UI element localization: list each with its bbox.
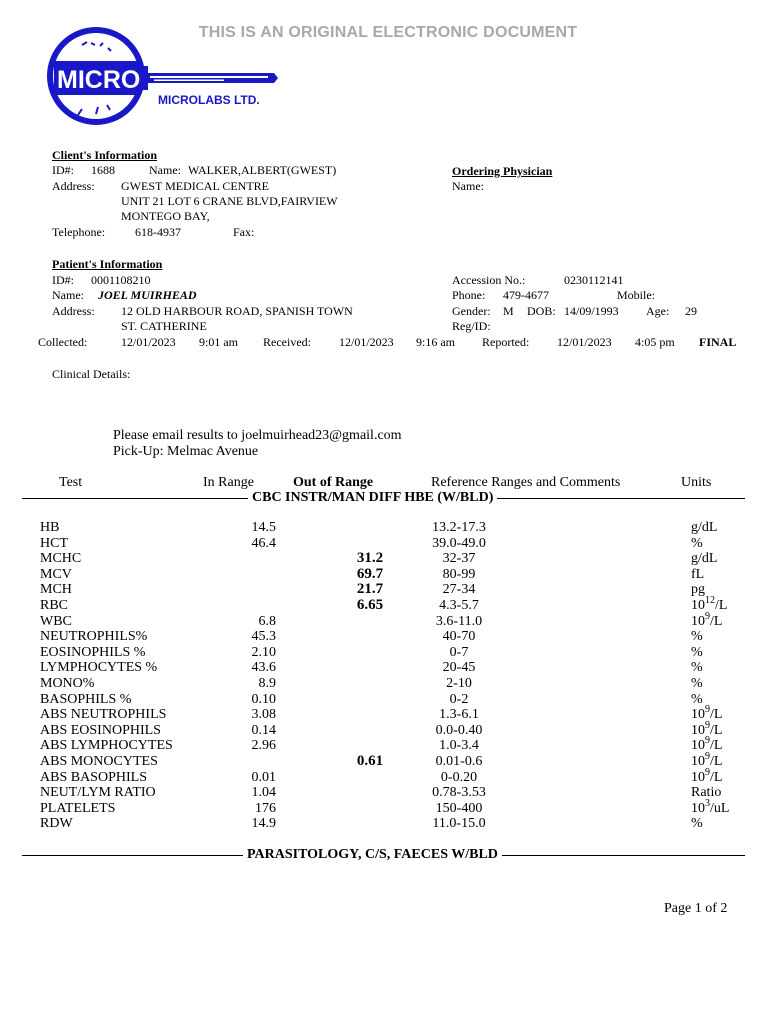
in-range-value: 8.9	[258, 676, 276, 691]
unit-suffix: /L	[710, 738, 723, 754]
collected-label: Collected:	[38, 335, 88, 349]
in-range-value: 2.96	[251, 738, 276, 754]
reference-range: 39.0-49.0	[432, 535, 486, 551]
received-time: 9:16 am	[416, 335, 455, 349]
column-header-out-of-range: Out of Range	[293, 475, 374, 490]
received-label: Received:	[263, 335, 311, 349]
unit-base: pg	[691, 582, 705, 598]
logo-company: MICROLABS LTD.	[158, 93, 260, 107]
patient-age: 29	[685, 304, 697, 318]
unit-suffix: /L	[715, 598, 728, 613]
unit-base: Ratio	[691, 785, 722, 801]
unit-exponent: 9	[705, 766, 710, 778]
column-header-units: Units	[681, 475, 712, 490]
result-row	[0, 551, 768, 567]
patient-age-label: Age:	[646, 304, 670, 318]
in-range-value: 45.3	[251, 629, 276, 645]
patient-gender: M	[503, 304, 514, 318]
in-range-value: 2.10	[251, 644, 276, 660]
result-row	[0, 766, 768, 786]
reference-range: 80-99	[442, 566, 476, 582]
result-row	[0, 719, 768, 739]
reported-date: 12/01/2023	[557, 335, 612, 349]
unit-base: %	[691, 629, 703, 645]
in-range-value: 6.8	[258, 613, 276, 629]
unit-base: %	[691, 535, 703, 551]
unit-exponent: 9	[705, 735, 710, 747]
out-of-range-value: 6.65	[356, 597, 384, 613]
test-name: ABS LYMPHOCYTES	[40, 738, 173, 754]
result-row	[0, 785, 768, 801]
test-name: LYMPHOCYTES %	[40, 660, 158, 676]
report-status: FINAL	[699, 335, 737, 349]
result-row	[0, 582, 768, 598]
unit-base: 10	[691, 722, 705, 738]
unit	[691, 567, 704, 583]
physician-heading: Ordering Physician	[452, 164, 553, 178]
patient-phone: 479-4677	[503, 288, 549, 302]
unit-exponent: 12	[705, 595, 715, 606]
patient-name: JOEL MUIRHEAD	[98, 288, 197, 302]
reference-range: 0.01-0.6	[435, 754, 483, 769]
reported-time: 4:05 pm	[635, 335, 675, 349]
test-name: HCT	[40, 535, 68, 551]
reference-range: 1.3-6.1	[439, 707, 479, 723]
out-of-range-value: 31.2	[356, 550, 384, 567]
column-header-reference: Reference Ranges and Comments	[431, 475, 621, 490]
unit	[691, 536, 703, 552]
physician-name-label: Name:	[452, 179, 484, 193]
unit-base: 10	[691, 738, 705, 754]
in-range-value: 0.14	[251, 722, 276, 738]
unit	[691, 676, 703, 692]
test-name: MCHC	[40, 551, 82, 567]
client-address-line: UNIT 21 LOT 6 CRANE BLVD,FAIRVIEW	[121, 194, 338, 208]
result-row	[0, 595, 768, 614]
reference-range: 11.0-15.0	[432, 816, 486, 832]
test-name: RBC	[40, 598, 69, 613]
reference-range: 20-45	[442, 660, 476, 676]
in-range-value: 3.08	[251, 707, 276, 723]
unit-base: %	[691, 644, 703, 660]
reference-range: 0-2	[449, 691, 469, 707]
unit-base: 10	[691, 707, 705, 723]
unit-suffix: /L	[710, 707, 723, 723]
patient-id: 0001108210	[91, 273, 151, 287]
test-name: ABS MONOCYTES	[40, 754, 158, 769]
patient-mobile-label: Mobile:	[617, 288, 655, 302]
result-row	[0, 610, 768, 630]
reference-range: 4.3-5.7	[439, 598, 479, 613]
result-row	[0, 645, 768, 661]
patient-dob: 14/09/1993	[564, 304, 619, 318]
reference-range: 0.0-0.40	[435, 722, 483, 738]
unit-base: %	[691, 676, 703, 691]
unit-base: 10	[691, 754, 705, 769]
reference-range: 0-0.20	[440, 769, 478, 785]
in-range-value: 176	[255, 800, 276, 816]
unit-exponent: 9	[705, 751, 710, 762]
page-number: Page 1 of 2	[664, 901, 728, 916]
unit-base: %	[691, 816, 703, 832]
in-range-value: 0.10	[251, 691, 276, 707]
test-name: PLATELETS	[40, 800, 116, 816]
client-info-heading: Client's Information	[52, 148, 157, 162]
unit	[691, 551, 717, 567]
out-of-range-value: 69.7	[356, 565, 384, 582]
patient-address-line: 12 OLD HARBOUR ROAD, SPANISH TOWN	[121, 304, 353, 318]
in-range-value: 1.04	[251, 785, 276, 801]
document-banner: THIS IS AN ORIGINAL ELECTRONIC DOCUMENT	[198, 24, 578, 41]
received-date: 12/01/2023	[339, 335, 394, 349]
unit-base: 10	[691, 598, 705, 613]
client-name: WALKER,ALBERT(GWEST)	[188, 163, 337, 177]
unit-base: %	[691, 691, 703, 707]
column-header-in-range: In Range	[203, 475, 254, 490]
reference-range: 2-10	[446, 676, 472, 691]
unit	[691, 816, 703, 832]
client-id-label: ID#:	[52, 163, 74, 177]
test-name: HB	[40, 520, 60, 535]
client-telephone: 618-4937	[135, 225, 181, 239]
unit-base: g/dL	[691, 551, 718, 567]
column-header-test: Test	[59, 475, 83, 490]
unit	[691, 766, 723, 786]
client-name-label: Name:	[149, 163, 181, 177]
test-name: MCV	[40, 566, 72, 582]
test-name: ABS BASOPHILS	[40, 769, 147, 785]
pickup-note: Pick-Up: Melmac Avenue	[113, 444, 259, 459]
in-range-value: 46.4	[251, 535, 276, 551]
collected-date: 12/01/2023	[121, 335, 176, 349]
result-row	[0, 676, 768, 692]
unit-suffix: /L	[710, 769, 723, 785]
collected-time: 9:01 am	[199, 335, 238, 349]
patient-regid-label: Reg/ID:	[452, 319, 491, 333]
unit-base: 10	[691, 769, 705, 785]
unit	[691, 660, 703, 676]
unit-base: g/dL	[691, 520, 718, 535]
reference-range: 3.6-11.0	[435, 613, 483, 629]
unit-base: fL	[691, 566, 705, 582]
client-telephone-label: Telephone:	[52, 225, 106, 239]
unit	[691, 692, 703, 708]
result-row	[0, 692, 768, 708]
reference-range: 0-7	[449, 644, 469, 660]
result-row	[0, 520, 768, 536]
reference-range: 0.78-3.53	[432, 785, 486, 801]
patient-address-line: ST. CATHERINE	[121, 319, 207, 333]
reference-range: 32-37	[442, 551, 476, 567]
unit-exponent: 9	[705, 704, 710, 716]
patient-name-label: Name:	[52, 288, 84, 302]
unit-exponent: 3	[705, 797, 710, 809]
client-address-line: MONTEGO BAY,	[121, 209, 210, 223]
result-row	[0, 629, 768, 645]
in-range-value: 14.9	[251, 816, 276, 832]
test-name: NEUT/LYM RATIO	[40, 785, 156, 801]
unit-suffix: /L	[710, 754, 723, 769]
reference-range: 27-34	[442, 582, 476, 598]
unit	[691, 645, 703, 661]
section-title-cbc: CBC INSTR/MAN DIFF HBE (W/BLD)	[248, 490, 497, 506]
unit	[691, 582, 705, 598]
logo-word: MICRO	[57, 66, 141, 94]
unit-exponent: 9	[705, 610, 710, 622]
unit-suffix: /uL	[710, 800, 730, 816]
result-row	[0, 536, 768, 552]
patient-id-label: ID#:	[52, 273, 74, 287]
test-name: NEUTROPHILS%	[40, 629, 148, 645]
unit	[691, 797, 730, 817]
result-row	[0, 660, 768, 676]
patient-dob-label: DOB:	[527, 304, 556, 318]
result-row	[0, 797, 768, 817]
clinical-details-label: Clinical Details:	[52, 367, 131, 381]
test-name: ABS NEUTROPHILS	[40, 707, 167, 723]
test-name: MONO%	[40, 676, 95, 691]
unit-base: %	[691, 660, 703, 676]
reference-range: 40-70	[442, 629, 476, 645]
patient-info-heading: Patient's Information	[52, 257, 163, 271]
test-name: MCH	[40, 582, 72, 598]
reported-label: Reported:	[482, 335, 530, 349]
accession-number: 0230112141	[564, 273, 624, 287]
unit	[691, 629, 703, 645]
test-name: WBC	[40, 613, 72, 629]
unit	[691, 520, 717, 536]
unit	[691, 610, 723, 630]
test-name: BASOPHILS %	[40, 691, 132, 707]
result-row	[0, 567, 768, 583]
result-row	[0, 735, 768, 754]
reference-range: 1.0-3.4	[439, 738, 479, 754]
test-name: EOSINOPHILS %	[40, 644, 146, 660]
unit-base: 10	[691, 613, 705, 629]
accession-label: Accession No.:	[452, 273, 526, 287]
unit-suffix: /L	[710, 613, 723, 629]
email-note: Please email results to joelmuirhead23@gmail.com	[113, 428, 402, 443]
result-row	[0, 751, 768, 770]
section-title-parasitology: PARASITOLOGY, C/S, FAECES W/BLD	[243, 847, 502, 863]
unit-exponent: 9	[705, 719, 710, 731]
microlabs-logo	[44, 26, 280, 130]
in-range-value: 0.01	[251, 769, 276, 785]
in-range-value: 14.5	[251, 520, 276, 535]
result-row	[0, 816, 768, 832]
out-of-range-value: 21.7	[356, 581, 384, 598]
out-of-range-value: 0.61	[356, 753, 384, 769]
patient-address-label: Address:	[52, 304, 95, 318]
in-range-value: 43.6	[251, 660, 276, 676]
client-fax-label: Fax:	[233, 225, 255, 239]
unit-suffix: /L	[710, 722, 723, 738]
client-id: 1688	[91, 163, 115, 177]
reference-range: 150-400	[435, 800, 483, 816]
client-address-label: Address:	[52, 179, 95, 193]
patient-phone-label: Phone:	[452, 288, 486, 302]
test-name: RDW	[40, 816, 73, 832]
client-address-line: GWEST MEDICAL CENTRE	[121, 179, 269, 193]
test-name: ABS EOSINOPHILS	[40, 722, 161, 738]
patient-gender-label: Gender:	[452, 304, 491, 318]
unit-base: 10	[691, 800, 705, 816]
result-row	[0, 704, 768, 723]
reference-range: 13.2-17.3	[432, 520, 486, 535]
